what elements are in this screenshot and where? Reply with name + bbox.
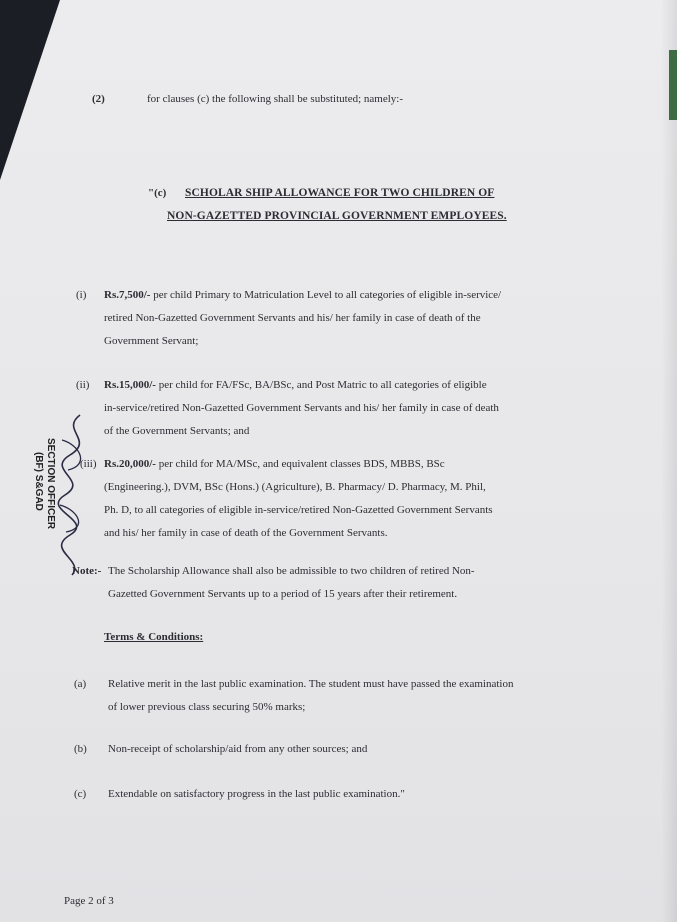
page-edge-shadow bbox=[661, 0, 677, 922]
clause-text: for clauses (c) the following shall be substituted; namely:- bbox=[147, 93, 403, 105]
item-amount: Rs.15,000/- bbox=[104, 379, 156, 391]
note-line: The Scholarship Allowance shall also be admissible to two children of retired Non- bbox=[108, 565, 475, 577]
heading-line-1: SCHOLAR SHIP ALLOWANCE FOR TWO CHILDREN OF bbox=[185, 187, 495, 199]
note-label: Note:- bbox=[72, 565, 102, 577]
clause-number: (2) bbox=[92, 93, 105, 105]
item-line: (Engineering.), DVM, BSc (Hons.) (Agriculture), B. Pharmacy/ D. Pharmacy, M. Phil, bbox=[104, 481, 486, 493]
term-line: of lower previous class securing 50% marks; bbox=[108, 701, 306, 713]
item-text: per child for MA/MSc, and equivalent classes BDS, MBBS, BSc bbox=[155, 458, 445, 470]
term-number: (a) bbox=[74, 678, 87, 690]
term-line: Extendable on satisfactory progress in the last public examination." bbox=[108, 788, 405, 800]
item-line: in-service/retired Non-Gazetted Government Servants and his/ her family in case of death bbox=[104, 402, 499, 414]
item-line: and his/ her family in case of death of the Government Servants. bbox=[104, 527, 388, 539]
stamp-line-2: (BF) S&GAD bbox=[33, 452, 44, 511]
item-amount: Rs.20,000/- bbox=[104, 458, 156, 470]
item-line: of the Government Servants; and bbox=[104, 425, 250, 437]
page-number: Page 2 of 3 bbox=[64, 895, 114, 907]
item-text: per child Primary to Matriculation Level to all categories of eligible in-service/ bbox=[150, 289, 502, 301]
item-number: (i) bbox=[76, 289, 87, 301]
term-line: Relative merit in the last public examination. The student must have passed the examination bbox=[108, 678, 514, 690]
item-amount: Rs.7,500/- bbox=[104, 289, 151, 301]
stamp-line-1: SECTION OFFICER bbox=[45, 438, 56, 530]
term-line: Non-receipt of scholarship/aid from any other sources; and bbox=[108, 743, 368, 755]
item-line bbox=[104, 377, 487, 393]
item-line bbox=[104, 287, 501, 303]
note-line: Gazetted Government Servants up to a period of 15 years after their retirement. bbox=[108, 588, 458, 600]
heading-prefix: "(c) bbox=[148, 187, 167, 199]
item-number: (ii) bbox=[76, 379, 90, 391]
item-text: per child for FA/FSc, BA/BSc, and Post Matric to all categories of eligible bbox=[155, 379, 487, 391]
item-line bbox=[104, 456, 445, 472]
item-line: Ph. D, to all categories of eligible in-service/retired Non-Gazetted Government Servants bbox=[104, 504, 493, 516]
background-object bbox=[669, 50, 677, 120]
term-number: (c) bbox=[74, 788, 87, 800]
heading-line-2: NON-GAZETTED PROVINCIAL GOVERNMENT EMPLOYEES. bbox=[167, 210, 507, 222]
item-line: Government Servant; bbox=[104, 335, 199, 347]
terms-heading: Terms & Conditions: bbox=[104, 631, 204, 643]
section-officer-stamp bbox=[33, 430, 96, 580]
item-line: retired Non-Gazetted Government Servants and his/ her family in case of death of the bbox=[104, 312, 481, 324]
item-number: (iii) bbox=[80, 458, 97, 470]
term-number: (b) bbox=[74, 743, 87, 755]
